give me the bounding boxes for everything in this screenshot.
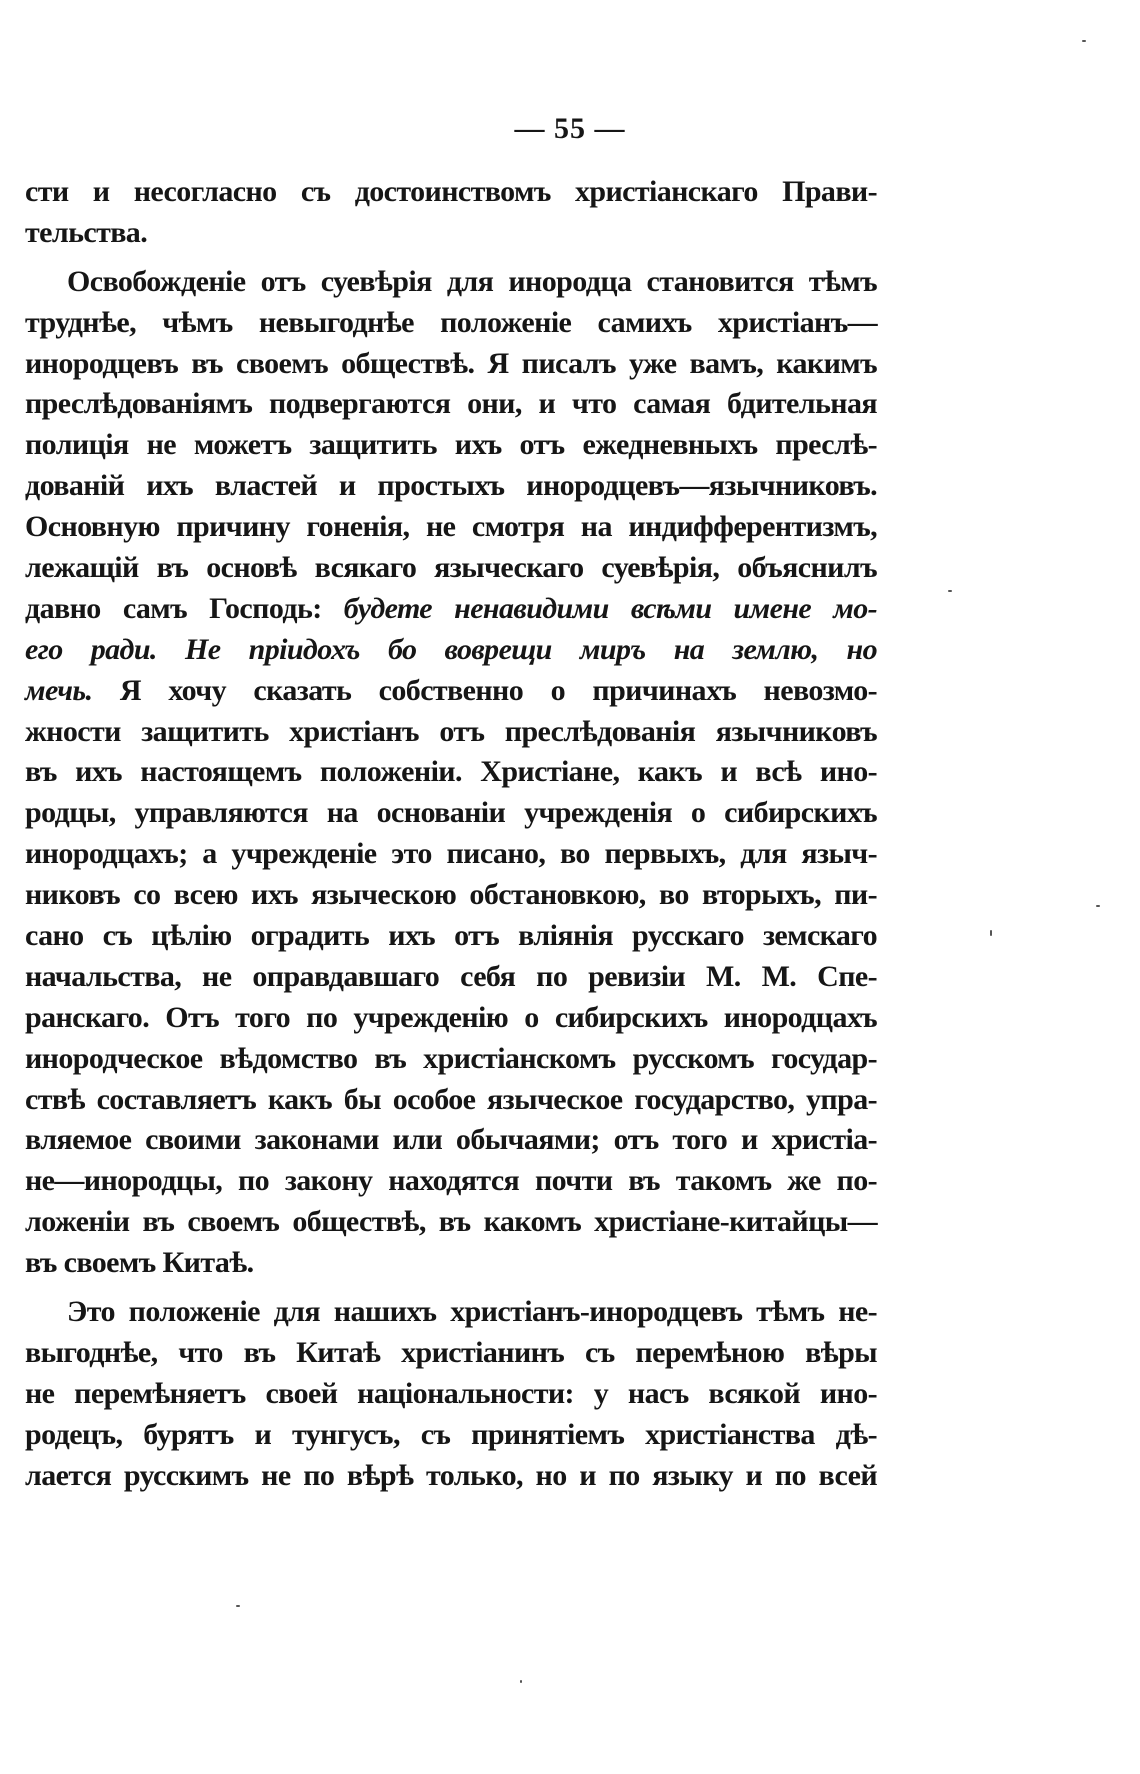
text-line: преслѣдованіямъ подвергаются они, и что самая бдительная (25, 387, 877, 421)
text-line: сано съ цѣлію оградить ихъ отъ вліянія русскаго земскаго (25, 919, 877, 953)
paragraph-gap (25, 254, 877, 262)
text-line: полиція не можетъ защитить ихъ отъ ежедневныхъ преслѣ- (25, 428, 877, 462)
text-line: лежащій въ основѣ всякаго языческаго суевѣрія, объяснилъ (25, 551, 877, 585)
text-line: тельства. (25, 215, 148, 249)
text-line: ложеніи въ своемъ обществѣ, въ какомъ христіане-китайцы— (25, 1205, 877, 1239)
text-line: дованій ихъ властей и простыхъ инородцевъ—язычниковъ. (25, 469, 877, 503)
text-line: Основную причину гоненія, не смотря на индифферентизмъ, (25, 510, 877, 544)
text-line: начальства, не оправдавшаго себя по ревизіи М. М. Спе- (25, 959, 877, 993)
scripture-quote: мечь. (25, 673, 93, 707)
paragraph-gap (25, 1284, 877, 1292)
text-line: въ ихъ настоящемъ положеніи. Христіане, какъ и всѣ ино- (25, 755, 877, 789)
scan-speck (990, 930, 992, 936)
text-line: инородческое вѣдомство въ христіанскомъ русскомъ государ- (25, 1041, 877, 1075)
text-line: инородцахъ; а учрежденіе это писано, во первыхъ, для языч- (25, 837, 877, 871)
text-line: жности защитить христіанъ отъ преслѣдованія язычниковъ (25, 714, 877, 748)
text-fragment: давно самъ Господь: (25, 591, 344, 625)
text-line: въ своемъ Китаѣ. (25, 1246, 254, 1280)
scan-speck (236, 1605, 240, 1607)
text-line: труднѣе, чѣмъ невыгоднѣе положеніе самихъ христіанъ— (25, 305, 877, 339)
text-line: никовъ со всею ихъ языческою обстановкою, во вторыхъ, пи- (25, 878, 877, 912)
text-line (25, 671, 877, 712)
text-line: инородцевъ въ своемъ обществѣ. Я писалъ уже вамъ, какимъ (25, 346, 877, 380)
text-line: Это положеніе для нашихъ христіанъ-инородцевъ тѣмъ не- (67, 1295, 877, 1329)
scan-speck (948, 590, 952, 592)
text-line: ранскаго. Отъ того по учрежденію о сибирскихъ инородцахъ (25, 1000, 877, 1034)
text-line: вляемое своими законами или обычаями; отъ того и христіа- (25, 1123, 877, 1157)
body-text (25, 172, 877, 1497)
text-line: лается русскимъ не по вѣрѣ только, но и по языку и по всей (25, 1458, 877, 1492)
text-line: родцы, управляются на основаніи учрежденія о сибирскихъ (25, 796, 877, 830)
scripture-quote: будете ненавидими всѣми имене мо- (343, 591, 877, 625)
scan-speck (1096, 905, 1100, 907)
scan-speck (1082, 40, 1086, 42)
page-number: — 55 — (514, 112, 626, 145)
text-line: не перемѣняетъ своей національности: у насъ всякой ино- (25, 1376, 877, 1410)
scan-speck (520, 1680, 522, 1683)
scripture-quote: его ради. Не пріидохъ бо воврещи миръ на землю, но (25, 632, 877, 666)
text-line: сти и несогласно съ достоинствомъ христіанскаго Прави- (25, 175, 877, 208)
text-line (25, 630, 877, 671)
text-line: ствѣ составляетъ какъ бы особое языческое государство, упра- (25, 1082, 877, 1116)
text-line: выгоднѣе, что въ Китаѣ христіанинъ съ перемѣною вѣры (25, 1335, 877, 1369)
text-fragment: Я хочу сказать собственно о причинахъ невозмо- (92, 673, 877, 707)
text-line: Освобожденіе отъ суевѣрія для инородца становится тѣмъ (67, 264, 877, 298)
text-line (25, 589, 877, 630)
text-line: не—инородцы, по закону находятся почти въ такомъ же по- (25, 1164, 877, 1198)
text-line: родецъ, бурятъ и тунгусъ, съ принятіемъ христіанства дѣ- (25, 1417, 877, 1451)
